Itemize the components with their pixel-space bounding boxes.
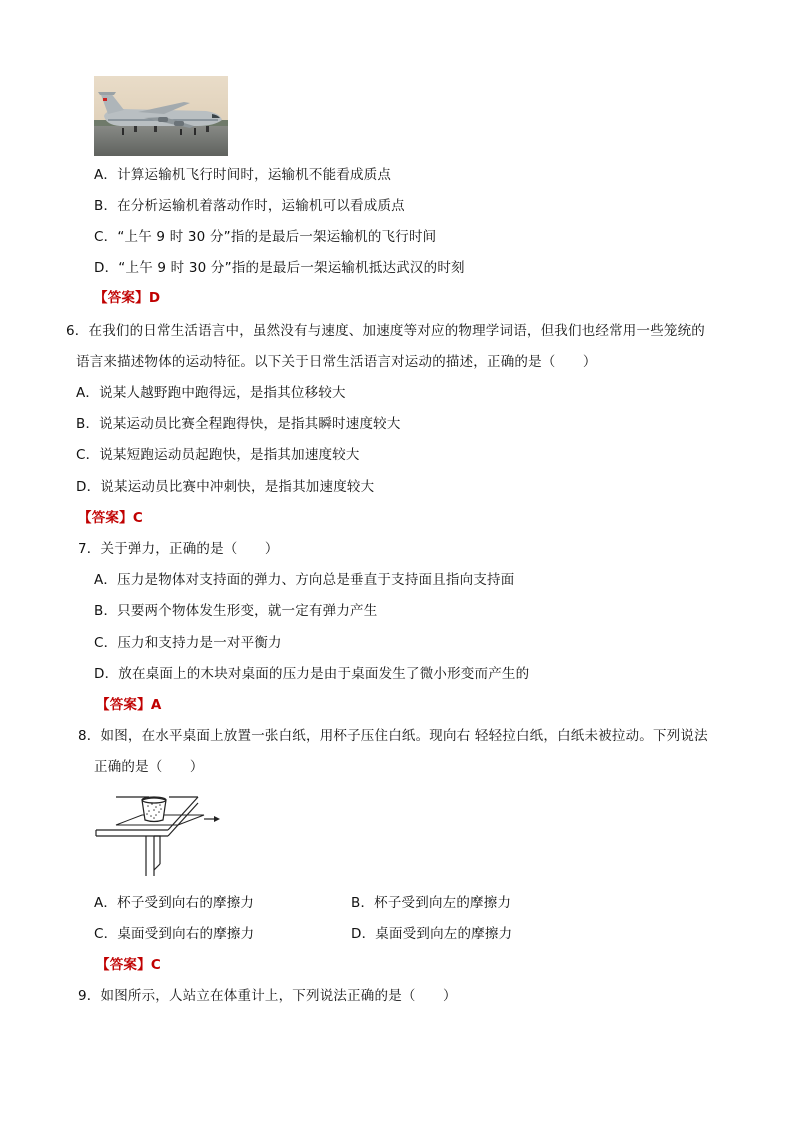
q7-option-a: A．压力是物体对支持面的弹力、方向总是垂直于支持面且指向支持面: [94, 572, 515, 588]
q7-stem: 7．关于弹力，正确的是（ ）: [78, 541, 279, 557]
q8-option-d: D．桌面受到向左的摩擦力: [351, 926, 513, 942]
answer-label: 【答案】: [78, 510, 133, 526]
q5-option-b: B．在分析运输机着落动作时，运输机可以看成质点: [94, 198, 405, 214]
answer-value: C: [150, 957, 161, 973]
transport-aircraft-photo: [94, 76, 228, 156]
answer-label: 【答案】: [96, 957, 151, 973]
q7-answer: [96, 696, 161, 714]
answer-label: 【答案】: [96, 697, 151, 713]
q6-option-d: D．说某运动员比赛中冲刺快，是指其加速度较大: [76, 479, 375, 495]
answer-value: A: [150, 697, 162, 713]
q8-option-a: A．杯子受到向右的摩擦力: [94, 895, 255, 911]
q8-option-b: B．杯子受到向左的摩擦力: [351, 895, 512, 911]
q6-option-a: A．说某人越野跑中跑得远，是指其位移较大: [76, 385, 346, 401]
q8-stem-line-1: 8．如图，在水平桌面上放置一张白纸，用杯子压住白纸。现向右 轻轻拉白纸，白纸未被拉动。下列说法: [78, 728, 708, 744]
cup-paper-table-figure: [94, 788, 224, 880]
q5-option-a: A．计算运输机飞行时间时，运输机不能看成质点: [94, 167, 392, 183]
q7-option-b: B．只要两个物体发生形变，就一定有弹力产生: [94, 603, 378, 619]
answer-value: C: [132, 510, 143, 526]
q7-option-c: C．压力和支持力是一对平衡力: [94, 635, 282, 651]
q6-option-c: C．说某短跑运动员起跑快，是指其加速度较大: [76, 447, 360, 463]
q6-option-b: B．说某运动员比赛全程跑得快，是指其瞬时速度较大: [76, 416, 401, 432]
q6-answer: [78, 509, 143, 527]
q6-stem-line-2: 语言来描述物体的运动特征。以下关于日常生活语言对运动的描述，正确的是（ ）: [76, 354, 597, 370]
q6-stem-line-1: 6．在我们的日常生活语言中，虽然没有与速度、加速度等对应的物理学词语，但我们也经常用一些笼统的: [66, 323, 705, 339]
q7-option-d: D．放在桌面上的木块对桌面的压力是由于桌面发生了微小形变而产生的: [94, 666, 530, 682]
q5-answer: [94, 289, 160, 307]
q5-option-c: C．“上午 9 时 30 分”指的是最后一架运输机的飞行时间: [94, 229, 437, 245]
q8-option-c: C．桌面受到向右的摩擦力: [94, 926, 255, 942]
q5-option-d: D．“上午 9 时 30 分”指的是最后一架运输机抵达武汉的时刻: [94, 260, 465, 276]
answer-value: D: [148, 290, 161, 306]
q8-answer: [96, 956, 161, 974]
answer-label: 【答案】: [94, 290, 149, 306]
q8-stem-line-2: 正确的是（ ）: [94, 759, 204, 775]
q9-stem: 9．如图所示，人站立在体重计上，下列说法正确的是（ ）: [78, 988, 457, 1004]
